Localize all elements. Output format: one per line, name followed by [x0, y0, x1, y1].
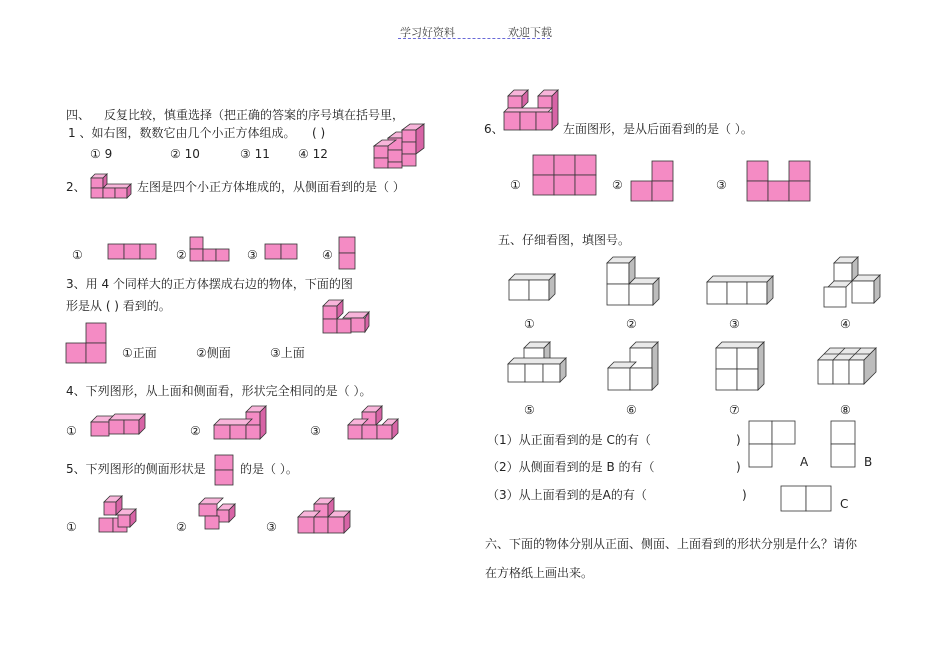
q4-option-2[interactable]: ②: [190, 424, 201, 438]
q2-cube-figure: [90, 172, 136, 200]
s6-text-line1: 六、下面的物体分别从正面、侧面、上面看到的形状分别是什么？请你: [485, 537, 858, 551]
q3-view-figure: [66, 322, 108, 366]
q6-option-1[interactable]: ①: [510, 178, 521, 192]
q5-option-3-figure: [296, 496, 354, 538]
header-left: 学习好资料: [400, 26, 455, 39]
s5-label-2: ②: [626, 317, 637, 331]
s5-view-b-label: B: [864, 455, 873, 469]
q6-number: 6、: [484, 122, 504, 136]
q3-option-3[interactable]: ③上面: [270, 346, 305, 360]
q2-option-4-figure: [338, 236, 358, 270]
q3-text-line2: 形是从 ( ) 看到的。: [66, 299, 171, 313]
s5-label-5: ⑤: [524, 403, 535, 417]
q5-text-before: 5、下列图形的侧面形状是: [66, 462, 206, 476]
q4-option-3-figure: [346, 404, 402, 444]
s5-figure-8: [816, 346, 878, 388]
q3-option-2[interactable]: ②侧面: [196, 346, 231, 360]
q6-option-3[interactable]: ③: [716, 178, 727, 192]
s5-view-b-figure: [830, 420, 858, 468]
s4-title: 反复比较，慎重选择（把正确的答案的序号填在括号里，: [104, 108, 405, 122]
header-right: 欢迎下载: [508, 26, 552, 39]
s5-q2-answer-close[interactable]: ): [736, 460, 741, 474]
s5-label-7: ⑦: [729, 403, 740, 417]
q1-answer-blank[interactable]: ( ): [312, 126, 326, 140]
q5-option-1-figure: [96, 494, 142, 536]
q6-cube-figure: [502, 88, 560, 134]
q2-option-2[interactable]: ②: [176, 248, 187, 262]
q4-option-2-figure: [212, 404, 270, 444]
q3-option-1[interactable]: ①正面: [122, 346, 157, 360]
q1-option-2[interactable]: ② 10: [170, 147, 200, 161]
s5-view-a-label: A: [800, 455, 809, 469]
q2-option-1[interactable]: ①: [72, 248, 83, 262]
q4-option-1-figure: [90, 410, 152, 440]
s5-view-c-figure: [780, 485, 834, 513]
q1-cube-stack-figure: [370, 122, 430, 172]
s5-figure-5: [506, 340, 568, 386]
q5-option-2-figure: [196, 496, 238, 532]
s5-label-6: ⑥: [626, 403, 637, 417]
q5-option-2[interactable]: ②: [176, 520, 187, 534]
q6-option-3-figure: [746, 160, 812, 206]
s4-title-number: 四、: [66, 108, 91, 122]
s5-view-a-figure: [748, 420, 800, 468]
q3-text-line1: 3、用 4 个同样大的正方体摆成右边的物体，下面的图: [66, 277, 353, 291]
q1-text: 1 、如右图，数数它由几个小正方体组成。: [68, 126, 296, 140]
s5-figure-7: [714, 340, 766, 394]
q6-option-2-figure: [630, 160, 676, 206]
q5-option-3[interactable]: ③: [266, 520, 277, 534]
q2-option-4[interactable]: ④: [322, 248, 333, 262]
s6-text-line2: 在方格纸上画出来。: [485, 566, 594, 580]
q2-option-3-figure: [265, 243, 299, 261]
s5-label-8: ⑧: [840, 403, 851, 417]
s5-label-4: ④: [840, 317, 851, 331]
q6-option-1-figure: [532, 154, 598, 198]
s5-q3-text: （3）从上面看到的是A的有（: [487, 488, 647, 502]
q4-option-3[interactable]: ③: [310, 424, 321, 438]
s5-q3-answer-close[interactable]: ): [742, 488, 747, 502]
q2-number: 2、: [66, 180, 86, 194]
q5-text-after: 的是（ ）。: [240, 462, 298, 476]
q4-option-1[interactable]: ①: [66, 424, 77, 438]
s5-figure-2: [606, 255, 662, 307]
header-divider: [398, 38, 550, 39]
s5-label-3: ③: [729, 317, 740, 331]
q2-option-1-figure: [108, 243, 158, 261]
q6-option-2[interactable]: ②: [612, 178, 623, 192]
q5-option-1[interactable]: ①: [66, 520, 77, 534]
s5-figure-3: [706, 272, 776, 308]
s5-label-1: ①: [524, 317, 535, 331]
q2-text: 左图是四个小正方体堆成的，从侧面看到的是（ ）: [137, 180, 405, 194]
q4-text: 4、下列图形，从上面和侧面看，形状完全相同的是（ ）。: [66, 384, 372, 398]
q5-side-view-figure: [214, 454, 236, 488]
q1-option-3[interactable]: ③ 11: [240, 147, 270, 161]
s5-title: 五、仔细看图，填图号。: [498, 233, 631, 247]
q2-option-2-figure: [190, 236, 234, 264]
q2-option-3[interactable]: ③: [247, 248, 258, 262]
q1-option-4[interactable]: ④ 12: [298, 147, 328, 161]
s5-q1-answer-close[interactable]: ): [736, 433, 741, 447]
q3-cube-figure: [320, 296, 374, 342]
s5-view-c-label: C: [840, 497, 849, 511]
s5-figure-1: [508, 270, 560, 304]
q6-text: 左面图形，是从后面看到的是（ ）。: [563, 122, 753, 136]
q1-option-1[interactable]: ① 9: [90, 147, 113, 161]
s5-figure-6: [606, 340, 662, 392]
s5-q1-text: （1）从正面看到的是 C的有（: [487, 433, 651, 447]
s5-figure-4: [822, 255, 884, 311]
s5-q2-text: （2）从侧面看到的是 B 的有（: [487, 460, 655, 474]
